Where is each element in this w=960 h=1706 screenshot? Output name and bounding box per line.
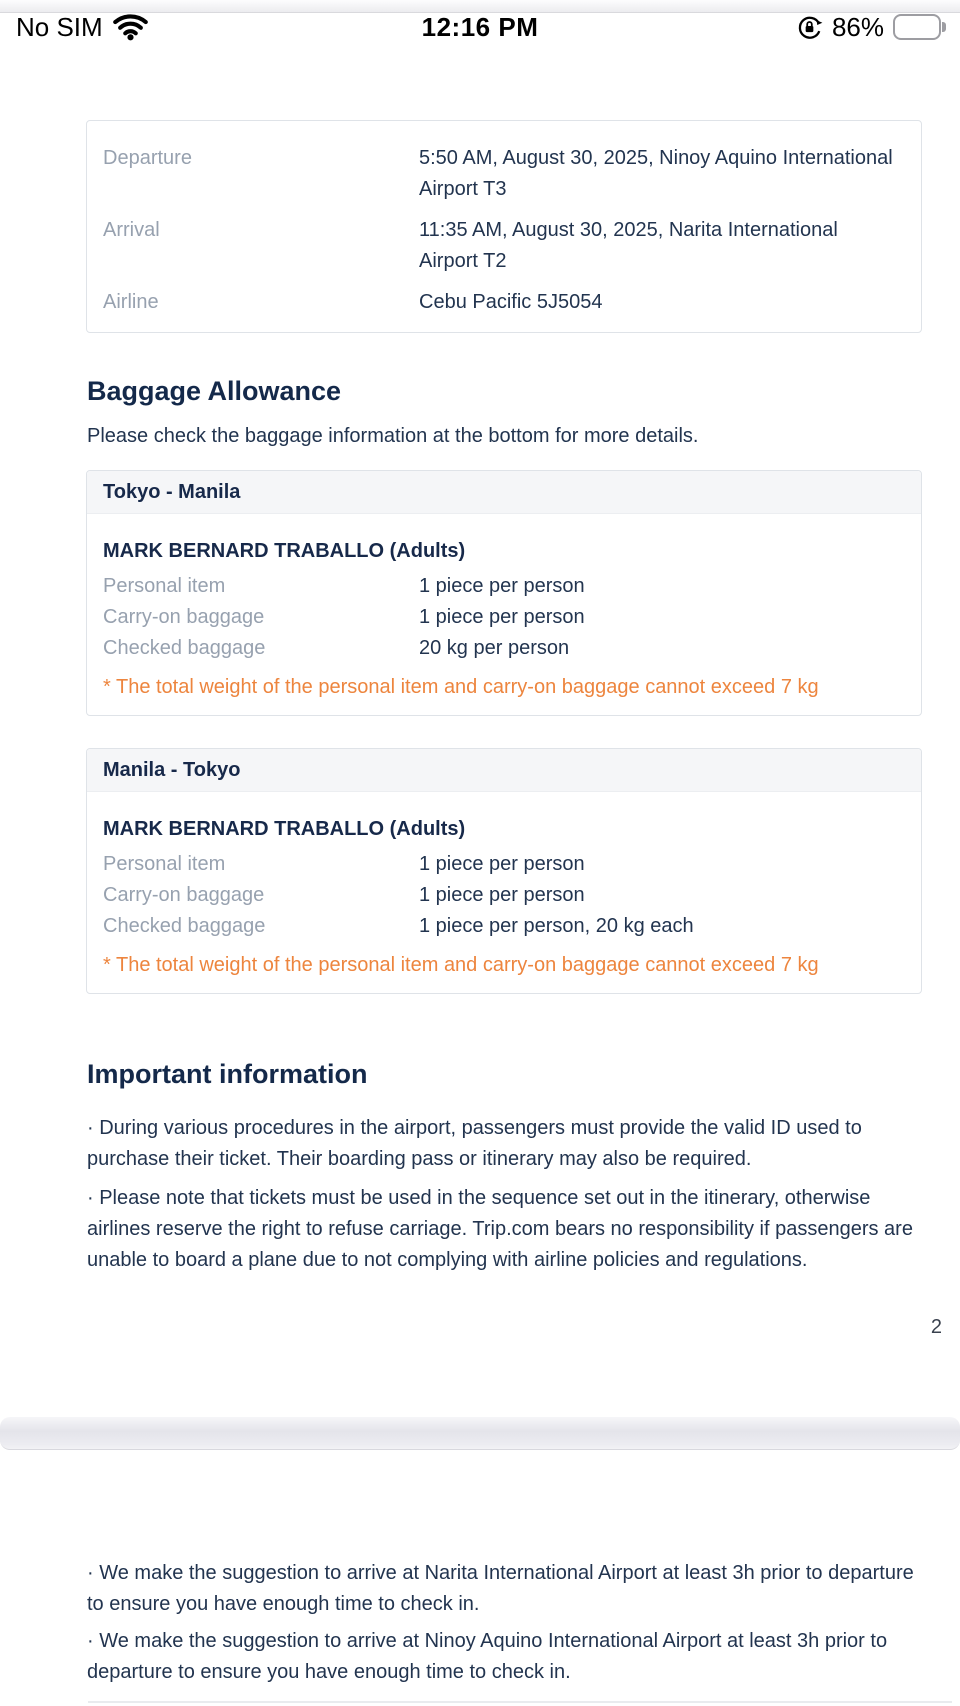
- passenger-name: MARK BERNARD TRABALLO (Adults): [103, 818, 466, 840]
- carry-on-label: Carry-on baggage: [103, 606, 265, 628]
- checked-baggage-value: 20 kg per person: [419, 637, 570, 659]
- carrier-label: No SIM: [16, 11, 103, 42]
- personal-item-value: 1 piece per person: [419, 575, 585, 597]
- baggage-weight-note: * The total weight of the personal item and carry-on baggage cannot exceed 7 kg: [103, 676, 819, 698]
- route-title: Manila - Tokyo: [87, 749, 921, 792]
- airline-label: Airline: [103, 291, 159, 313]
- baggage-card-manila-tokyo: [86, 748, 922, 994]
- battery-percent-label: 86%: [831, 11, 884, 42]
- baggage-card-tokyo-manila: [86, 470, 922, 716]
- route-title: Tokyo - Manila: [87, 471, 921, 514]
- checked-baggage-label: Checked baggage: [103, 637, 266, 659]
- carry-on-label: Carry-on baggage: [103, 884, 265, 906]
- baggage-allowance-heading: Baggage Allowance: [87, 376, 342, 406]
- personal-item-label: Personal item: [103, 853, 226, 875]
- status-bar-right: [796, 12, 946, 43]
- personal-item-value: 1 piece per person: [419, 853, 585, 875]
- airline-value: Cebu Pacific 5J5054: [419, 291, 603, 313]
- departure-value: 5:50 AM, August 30, 2025, Ninoy Aquino International Airport T3: [419, 147, 893, 200]
- clock: 12:16 PM: [421, 11, 539, 42]
- flight-details-card: [86, 120, 922, 333]
- arrival-suggestion-paragraph: · We make the suggestion to arrive at Narita International Airport at least 3h prior to departure to ensure you have enough time to check in.: [87, 1562, 914, 1615]
- checked-baggage-value: 1 piece per person, 20 kg each: [419, 915, 694, 937]
- status-bar: [0, 8, 960, 46]
- personal-item-label: Personal item: [103, 575, 226, 597]
- next-card-top-border: [88, 1701, 952, 1703]
- carry-on-value: 1 piece per person: [419, 606, 585, 628]
- arrival-value: 11:35 AM, August 30, 2025, Narita International Airport T2: [419, 219, 838, 272]
- baggage-allowance-subtitle: Please check the baggage information at the bottom for more details.: [87, 425, 699, 447]
- important-information-heading: Important information: [87, 1059, 368, 1089]
- rotation-lock-icon: [796, 14, 823, 41]
- departure-label: Departure: [103, 147, 192, 169]
- battery-icon: [893, 14, 946, 40]
- important-info-paragraph: · Please note that tickets must be used in the sequence set out in the itinerary, otherwise airlines reserve the right to refuse carriage. Trip.com bears no responsibility if passengers are unable to board a plane due to not complying with airline policies and regulations.: [87, 1187, 913, 1271]
- baggage-weight-note: * The total weight of the personal item and carry-on baggage cannot exceed 7 kg: [103, 954, 819, 976]
- page-number: 2: [930, 1316, 942, 1338]
- arrival-label: Arrival: [103, 219, 160, 241]
- page-separator: [0, 1417, 960, 1450]
- passenger-name: MARK BERNARD TRABALLO (Adults): [103, 540, 466, 562]
- important-info-paragraph: · During various procedures in the airport, passengers must provide the valid ID used to purchase their ticket. Their boarding pass or itinerary may also be required.: [87, 1117, 862, 1170]
- carry-on-value: 1 piece per person: [419, 884, 585, 906]
- arrival-suggestion-paragraph: · We make the suggestion to arrive at Ninoy Aquino International Airport at least 3h prior to departure to ensure you have enough time to check in.: [87, 1630, 888, 1683]
- checked-baggage-label: Checked baggage: [103, 915, 266, 937]
